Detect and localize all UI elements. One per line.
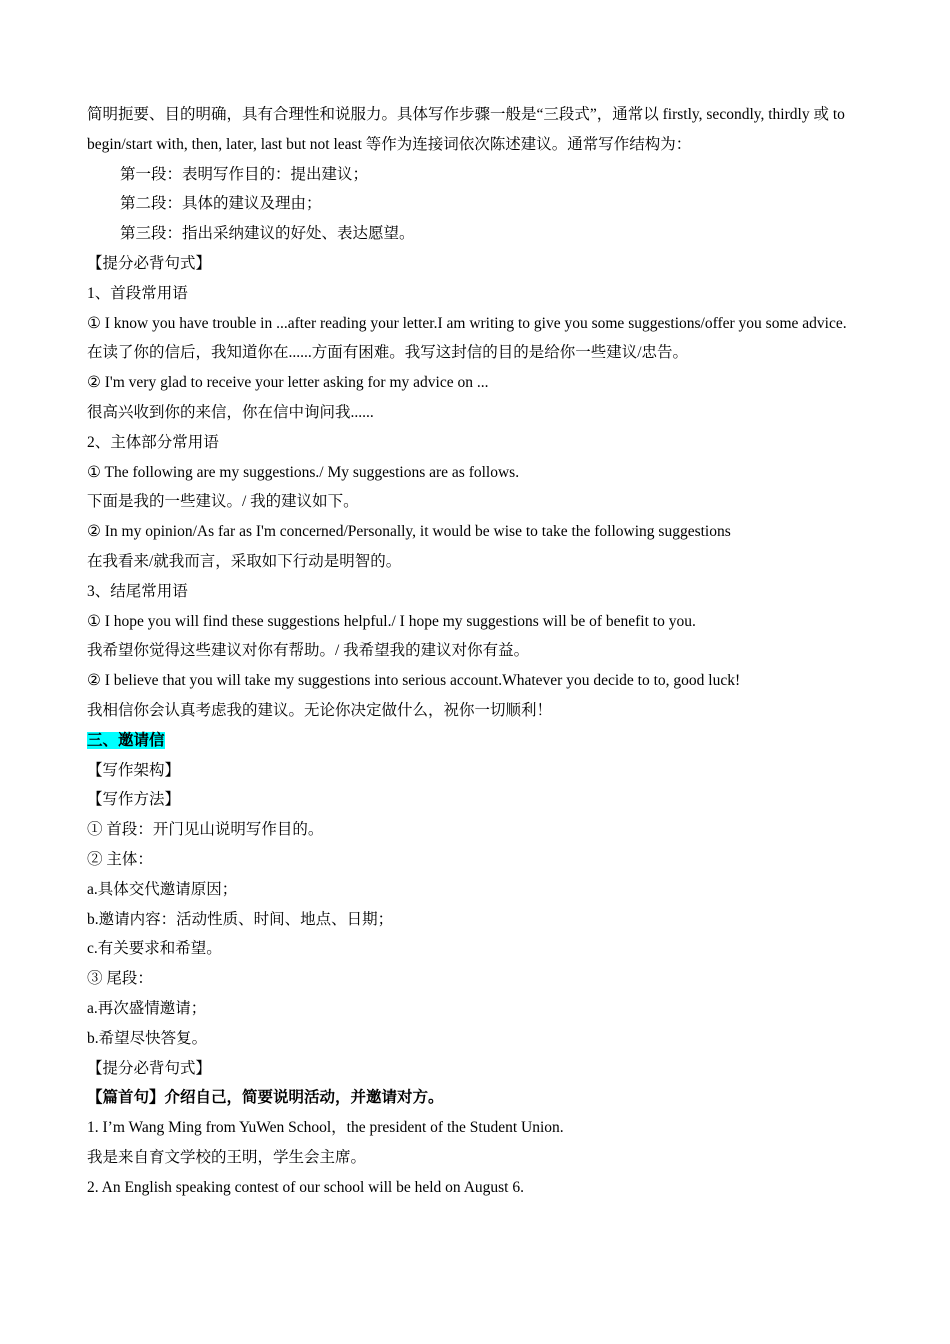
sentence-chinese: 在读了你的信后，我知道你在......方面有困难。我写这封信的目的是给你一些建议/忠告。 [87, 344, 689, 362]
key-sentences-heading: 【提分必背句式】 [87, 1059, 212, 1077]
sentence-english: ① I know you have trouble in ...after reading your letter.I am writing to give you some suggestions/offer you some advice. [87, 314, 847, 332]
method-item: a.再次盛情邀请； [87, 999, 207, 1017]
sentence-chinese: 很高兴收到你的来信，你在信中询问我...... [87, 403, 374, 421]
method-item: c.有关要求和希望。 [87, 940, 222, 958]
sentence-chinese: 我相信你会认真考虑我的建议。无论你决定做什么，祝你一切顺利！ [87, 701, 553, 719]
sentence-chinese: 下面是我的一些建议。/ 我的建议如下。 [87, 493, 359, 511]
sentence-english: ② I'm very glad to receive your letter asking for my advice on ... [87, 374, 489, 392]
sentence-english: ① The following are my suggestions./ My suggestions are as follows. [87, 463, 520, 481]
method-item: b.邀请内容：活动性质、时间、地点、日期； [87, 910, 394, 928]
method-heading: 【写作方法】 [87, 791, 181, 809]
structure-item: 第一段：表明写作目的：提出建议； [120, 165, 369, 183]
structure-item: 第三段：指出采纳建议的好处、表达愿望。 [120, 225, 415, 243]
part1-heading: 1、首段常用语 [87, 284, 188, 302]
document-page [87, 100, 867, 1202]
part2-heading: 2、主体部分常用语 [87, 433, 219, 451]
sentence-english: 2. An English speaking contest of our school will be held on August 6. [87, 1178, 524, 1196]
intro-paragraph: 简明扼要、目的明确，具有合理性和说服力。具体写作步骤一般是“三段式”，通常以 firstly, secondly, thirdly 或 to begin/start with, then, later, last but not least 等作为连接词依次陈述建议。通常写作结构为： [87, 106, 845, 153]
sentence-english: ① I hope you will find these suggestions helpful./ I hope my suggestions will be of benefit to you. [87, 612, 696, 630]
method-item: ① 首段：开门见山说明写作目的。 [87, 821, 324, 839]
section-heading-wrapper [87, 726, 867, 756]
method-item: ③ 尾段： [87, 970, 153, 988]
structure-item: 第二段：具体的建议及理由； [120, 195, 322, 213]
sentence-chinese: 我希望你觉得这些建议对你有帮助。/ 我希望我的建议对你有益。 [87, 642, 530, 660]
key-sentences-heading: 【提分必背句式】 [87, 254, 212, 272]
part3-heading: 3、结尾常用语 [87, 582, 188, 600]
method-item: a.具体交代邀请原因； [87, 880, 238, 898]
sentence-english: ② I believe that you will take my suggestions into serious account.Whatever you decide to to, good luck! [87, 672, 741, 690]
method-item: b.希望尽快答复。 [87, 1029, 208, 1047]
section3-heading: 三、邀请信 [87, 731, 165, 749]
sentence-chinese: 在我看来/就我而言，采取如下行动是明智的。 [87, 552, 402, 570]
opening-heading: 【篇首句】介绍自己，简要说明活动，并邀请对方。 [87, 1089, 444, 1107]
method-item: ② 主体： [87, 850, 153, 868]
framework-heading: 【写作架构】 [87, 761, 181, 779]
sentence-chinese: 我是来自育文学校的王明，学生会主席。 [87, 1148, 367, 1166]
sentence-english: 1. I’m Wang Ming from YuWen School，the president of the Student Union. [87, 1119, 564, 1137]
sentence-english: ② In my opinion/As far as I'm concerned/Personally, it would be wise to take the following suggestions [87, 523, 731, 541]
